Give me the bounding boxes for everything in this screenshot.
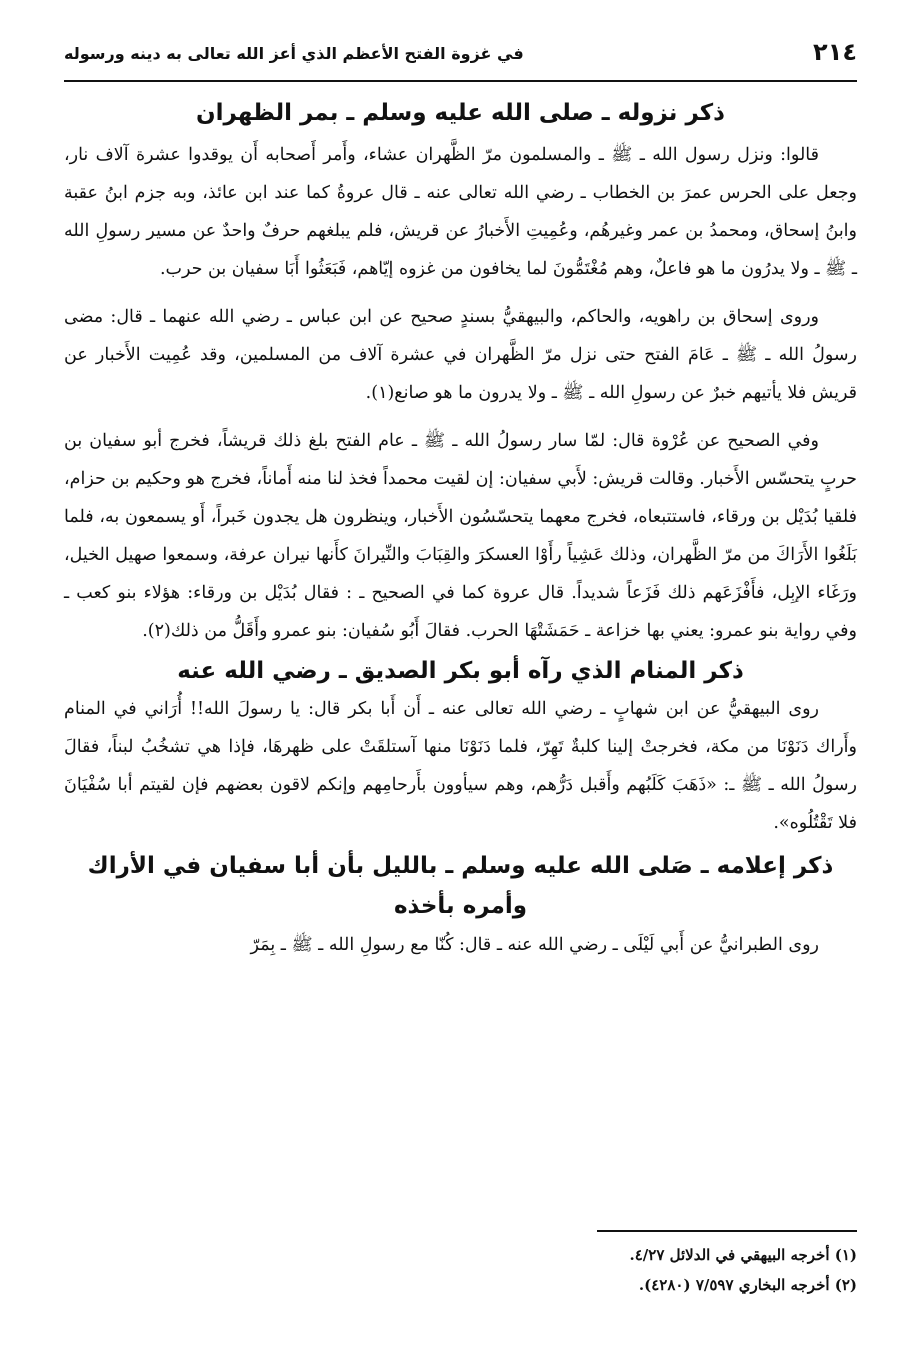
paragraph-dream-narration: روى البيهقيُّ عن ابن شهابٍ ـ رضي الله تعالى عنه ـ أَن أَبا بكر قال: يا رسولَ الله!! أُرَاني في المنام وأَراك دَنَوْنَا من مكة، فخرجتْ إلينا كلبةٌ تَهِرّ، فلما دَنَوْنَا منها آستلقَتْ على ظهرهَا، فإذا هي تشخُبُ لبناً، فقالَ رسولُ الله ـ ﷺ ـ: «ذَهَبَ كَلَبُهم وأَقبل دَرُّهم، وهم سيأوون بأَرحامِهم وإنكم لاقون بعضهم فإن لقيتم أبا سُفْيَانَ فلا تَقْتُلُوه».	[64, 699, 857, 833]
section-heading-night-announcement: ذكر إعلامه ـ صَلى الله عليه وسلم ـ بالليل بأن أبا سفيان في الأراك وأمره بأخذه	[87, 853, 834, 919]
section-heading-abu-bakr-dream: ذكر المنام الذي رآه أبو بكر الصديق ـ رضي الله عنه	[177, 658, 744, 684]
book-page	[64, 34, 857, 1334]
paragraph-tabarani-narration: روى الطبرانيُّ عن أَبي لَيْلَى ـ رضي الله عنه ـ قال: كُنّا مع رسولِ الله ـ ﷺ ـ بِمَرّ	[250, 935, 819, 955]
paragraph-urwa-narration: وفي الصحيح عن عُرْوة قال: لمّا سار رسولُ الله ـ ﷺ ـ عام الفتح بلغ ذلك قريشاً، فخرج أبو سفيان بن حربٍ يتحسّس الأَخبار. وقالت قريش: لأَبي سفيان: إن لقيت محمداً فخذ لنا منه أَماناً، فخرج هو وحكيم بن حزام، فلقيا بُدَيْل بن ورقاء، فاستتبعاه، فخرج معهما يتحسّسُون الأَخبار، وينظرون هل يجدون خَبراً، أَو يسمعون به، فلما بَلَغُوا الأَرَاكَ من مرّ الظَّهران، وذلك عَشِياً رأَوْا العسكرَ والقِبَابَ والنِّيرانَ كأَنها نيران عرفة، وسمعوا صهيل الخيل، ورَغَاء الإبِل، فأَفْزَعَهم ذلك فَزَعاً شديداً. قال عروة كما في الصحيح ـ : فقال بُدَيْل بن ورقاء: هؤلاء بنو كعب ـ وفي رواية بنو عمرو: يعني بها خزاعة ـ حَمَشَتْهَا الحرب. فقالَ أَبُو سُفيان: بنو عمرو وأَقَلُّ من ذلك(٢).	[63, 431, 857, 641]
footnote-1: (١) أخرجه البيهقي في الدلائل ٤/٢٧.	[629, 1246, 857, 1264]
footnote-2: (٢) أخرجه البخاري ٧/٥٩٧ (٤٢٨٠).	[638, 1276, 857, 1294]
section-heading-encampment: ذكر نزوله ـ صلى الله عليه وسلم ـ بمر الظهران	[196, 100, 725, 126]
footnotes	[64, 1240, 857, 1300]
page-number: ٢١٤	[813, 38, 857, 66]
paragraph-encampment: قالوا: ونزل رسول الله ـ ﷺ ـ والمسلمون مرّ الظَّهران عشاء، وأَمر أَصحابه أَن يوقدوا عشرة آلاف نار، وجعل على الحرس عمرَ بن الخطاب ـ رضي الله تعالى عنه ـ قال عروةُ كما عند ابن عائذ، وبه جزم ابنُ عقبة وابنُ إسحاق، ومحمدُ بن عمر وغيرهُم، وعُمِيتِ الأَخبارُ عن قريش، فلم يبلغهم حرفٌ واحدٌ عن مسير رسولِ الله ـ ﷺ ـ ولا يدرُون ما هو فاعلٌ، وهم مُغْتَمُّونَ لما يخافون من غزوه إيّاهم، فَبَعَثُوا أَبَا سفيان بن حرب.	[64, 145, 857, 279]
running-title: في غزوة الفتح الأعظم الذي أعز الله تعالى به دينه ورسوله	[64, 44, 524, 63]
paragraph-ibn-abbas-narration: وروى إسحاق بن راهويه، والحاكم، والبيهقيُّ بسندٍ صحيح عن ابن عباس ـ رضي الله عنهما ـ قال: مضى رسولُ الله ـ ﷺ ـ عَامَ الفتح حتى نزل مرّ الظَّهران في عشرة آلاف من المسلمين، وقد عُمِيت الأَخبار عن قريش فلا يأتيهم خبرٌ عن رسولِ الله ـ ﷺ ـ ولا يدرون ما هو صانع(١).	[64, 307, 857, 403]
footnote-divider	[597, 1230, 857, 1232]
running-header	[64, 34, 857, 82]
